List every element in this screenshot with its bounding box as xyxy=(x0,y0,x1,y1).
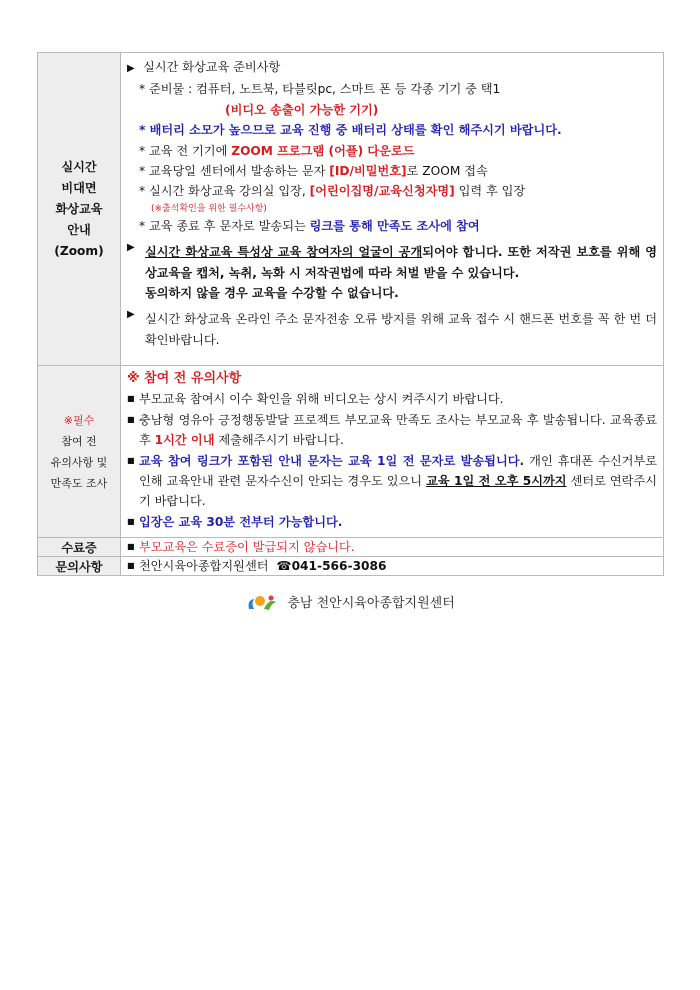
sms-login-line: * 교육당일 센터에서 발송하는 문자 [ID/비밀번호]로 ZOOM 접속 xyxy=(139,164,488,179)
zoom-section-body xyxy=(121,53,664,366)
caution-title: ※ 참여 전 유의사항 xyxy=(127,371,242,386)
zoom-section-header xyxy=(38,53,121,366)
inquiry-label: 문의사항 xyxy=(38,557,121,576)
info-table xyxy=(37,52,664,576)
square-bullet-icon: ■ xyxy=(127,516,135,526)
caution-item: ■ 입장은 교육 30분 전부터 가능합니다. xyxy=(127,512,657,532)
caution-row xyxy=(38,366,664,538)
zoom-header-line: (Zoom) xyxy=(54,243,104,258)
caution-item: ■ 교육 참여 링크가 포함된 안내 문자는 교육 1일 전 문자로 발송됩니다. 개인 휴대폰 수신거부로 인해 교육안내 관련 문자수신이 안되는 경우도 있으니 교육 1일 전 오후 5시까지 센터로 연락주시기 바랍니다. xyxy=(127,451,657,512)
square-bullet-icon: ■ xyxy=(127,455,135,465)
triangle-bullet-icon: ▶ xyxy=(127,309,135,321)
triangle-bullet-icon: ▶ xyxy=(127,63,135,74)
caution-section-body xyxy=(121,366,664,538)
zoom-header-line: 실시간 xyxy=(61,159,97,174)
caution-item: ■ 부모교육 참여시 이수 확인을 위해 비디오는 상시 켜주시기 바랍니다. xyxy=(127,389,657,409)
attendance-note: (※출석확인을 위한 필수사항) xyxy=(151,203,267,214)
certificate-row xyxy=(38,538,664,557)
prep-title: ▶ 실시간 화상교육 준비사항 xyxy=(127,57,657,79)
required-label: ※필수 xyxy=(63,413,95,427)
org-name: 충남 천안시육아종합지원센터 xyxy=(287,596,455,611)
zoom-row xyxy=(38,53,664,366)
face-notice: ▶ 실시간 화상교육 특성상 교육 참여자의 얼굴이 공개되어야 합니다. 또한 저작권 보호를 위해 영상교육을 캡처, 녹취, 녹화 시 저작권법에 따라 처벌 받을 수 있습니다. 동의하지 않을 경우 교육을 수강할 수 없습니다. xyxy=(127,242,657,303)
battery-line: * 배터리 소모가 높으므로 교육 진행 중 배터리 상태를 확인 해주시기 바랍니다. xyxy=(139,123,562,138)
device-line: * 준비물 : 컴퓨터, 노트북, 타블릿pc, 스마트 폰 등 각종 기기 중 택1 xyxy=(139,82,501,97)
certificate-body: ■ 부모교육은 수료증이 발급되지 않습니다. xyxy=(121,538,664,557)
triangle-bullet-icon: ▶ xyxy=(127,242,135,254)
footer xyxy=(0,592,700,614)
zoom-header-line: 비대면 xyxy=(61,180,97,195)
center-name: 천안시육아종합지원센터 xyxy=(139,559,269,573)
caution-section-header xyxy=(38,366,121,538)
entry-line: * 실시간 화상교육 강의실 입장, [어린이집명/교육신청자명] 입력 후 입장 xyxy=(139,184,526,199)
caution-item: ■ 충남형 영유아 긍정행동발달 프로젝트 부모교육 만족도 조사는 부모교육 후 발송됩니다. 교육종료 후 1시간 이내 제출해주시기 바랍니다. xyxy=(127,410,657,451)
square-bullet-icon: ■ xyxy=(127,414,135,424)
phone-number[interactable]: 041-566-3086 xyxy=(291,559,387,573)
square-bullet-icon: ■ xyxy=(127,394,135,404)
survey-line: * 교육 종료 후 문자로 발송되는 링크를 통해 만족도 조사에 참여 xyxy=(139,218,480,233)
device-note: (비디오 송출이 가능한 기기) xyxy=(225,102,379,117)
inquiry-body xyxy=(121,557,664,576)
caution-header-line: 만족도 조사 xyxy=(50,476,108,490)
caution-header-line: 참여 전 xyxy=(61,434,97,448)
center-logo-icon xyxy=(245,594,279,614)
square-bullet-icon: ■ xyxy=(127,561,135,570)
phone-notice: ▶ 실시간 화상교육 온라인 주소 문자전송 오류 방지를 위해 교육 접수 시 핸드폰 번호를 꼭 한 번 더 확인바랍니다. xyxy=(127,309,657,350)
zoom-header-line: 안내 xyxy=(67,222,91,237)
zoom-header-line: 화상교육 xyxy=(55,201,103,216)
zoom-download-line: * 교육 전 기기에 ZOOM 프로그램 (어플) 다운로드 xyxy=(139,143,415,158)
caution-header-line: 유의사항 및 xyxy=(50,455,108,469)
inquiry-row xyxy=(38,557,664,576)
certificate-label: 수료증 xyxy=(38,538,121,557)
square-bullet-icon: ■ xyxy=(127,542,135,551)
phone-icon: ☎ xyxy=(276,559,292,573)
